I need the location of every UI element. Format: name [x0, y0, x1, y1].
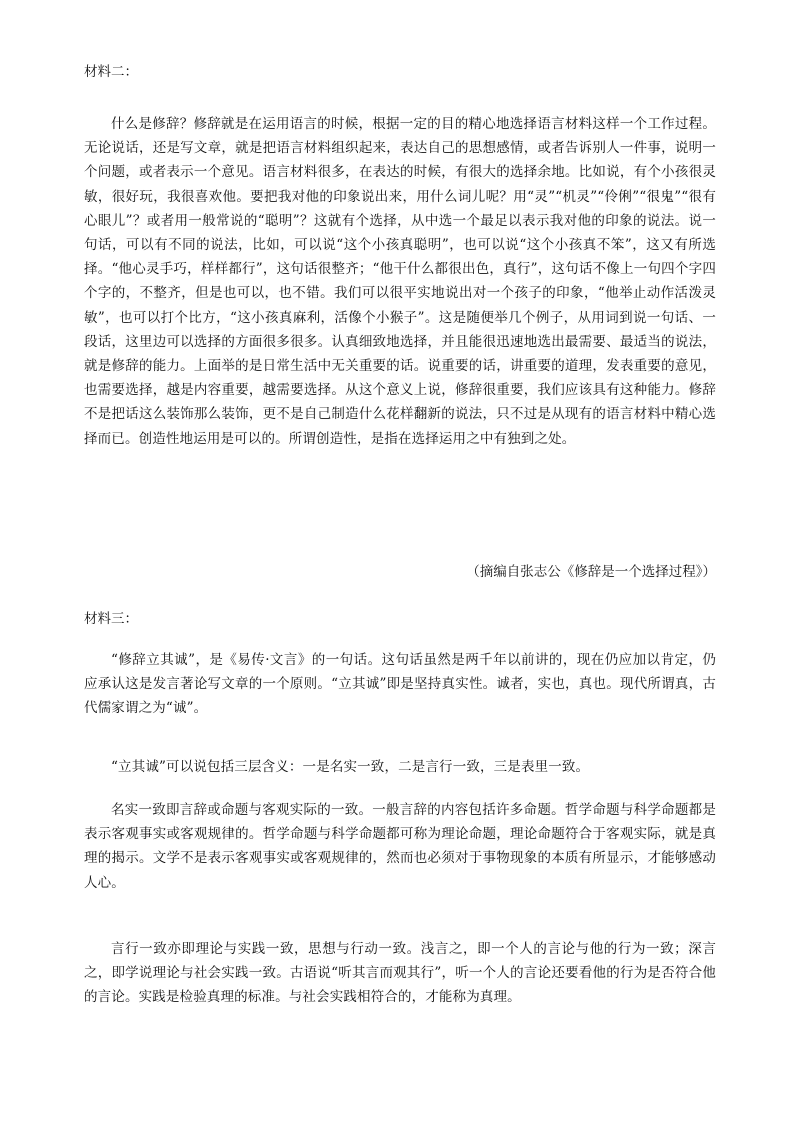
paragraph-material3-3: 名实一致即言辞或命题与客观实际的一致。一般言辞的内容包括许多命题。哲学命题与科学命题都是表示客观事实或客观规律的。哲学命题与科学命题都可称为理论命题，理论命题符合于客观实际，就是真理的揭示。文学不是表示客观事实或客观规律的，然而也必须对于事物现象的本质有所显示，才能够感动人心。 [84, 802, 716, 891]
paragraph-material3-1: “修辞立其诚”，是《易传·文言》的一句话。这句话虽然是两千年以前讲的，现在仍应加以肯定，仍应承认这是发言著论写文章的一个原则。“立其诚”即是坚持真实性。诚者，实也，真也。现代所谓真，古代儒家谓之为“诚”。 [84, 652, 716, 717]
paragraph-material3-4: 言行一致亦即理论与实践一致，思想与行动一致。浅言之，即一个人的言论与他的行为一致；深言之，即学说理论与社会实践一致。古语说“听其言而观其行”，听一个人的言论还要看他的行为是否符合他的言论。实践是检验真理的标准。与社会实践相符合的，才能称为真理。 [84, 941, 716, 1006]
source-citation: （摘编自张志公《修辞是一个选择过程》） [466, 564, 716, 580]
paragraph-material3-2: “立其诚”可以说包括三层含义：一是名实一致，二是言行一致，三是表里一致。 [111, 759, 590, 775]
paragraph-material2-1: 什么是修辞？修辞就是在运用语言的时候，根据一定的目的精心地选择语言材料这样一个工作过程。无论说话，还是写文章，就是把语言材料组织起来，表达自己的思想感情，或者告诉别人一件事，说明一个问题，或者表示一个意见。语言材料很多，在表达的时候，有很大的选择余地。比如说，有个小孩很灵敏，很好玩，我很喜欢他。要把我对他的印象说出来，用什么词儿呢？用“灵”“机灵”“伶俐”“很鬼”“很有心眼儿”？或者用一般常说的“聪明”？这就有个选择，从中选一个最足以表示我对他的印象的说法。说一句话，可以有不同的说法，比如，可以说“这个小孩真聪明”，也可以说“这个小孩真不笨”，这又有所选择。“他心灵手巧，样样都行”，这句话很整齐；“他干什么都很出色，真行”，这句话不像上一句四个字四个字的，不整齐，但是也可以，也不错。我们可以很平实地说出对一个孩子的印象，“他举止动作活泼灵敏”，也可以打个比方，“这小孩真麻利，活像个小猴子”。这是随便举几个例子，从用词到说一句话、一段话，这里边可以选择的方面很多很多。认真细致地选择，并且能很迅速地选出最需要、最适当的说法，就是修辞的能力。上面举的是日常生活中无关重要的话。说重要的话，讲重要的道理，发表重要的意见，也需要选择，越是内容重要，越需要选择。从这个意义上说，修辞很重要，我们应该具有这种能力。修辞不是把话这么装饰那么装饰，更不是自己制造什么花样翻新的说法，只不过是从现有的语言材料中精心选择而已。创造性地运用是可以的。所谓创造性，是指在选择运用之中有独到之处。 [84, 116, 716, 447]
section-label-material3: 材料三： [84, 611, 138, 627]
section-label-material2: 材料二： [84, 64, 138, 80]
